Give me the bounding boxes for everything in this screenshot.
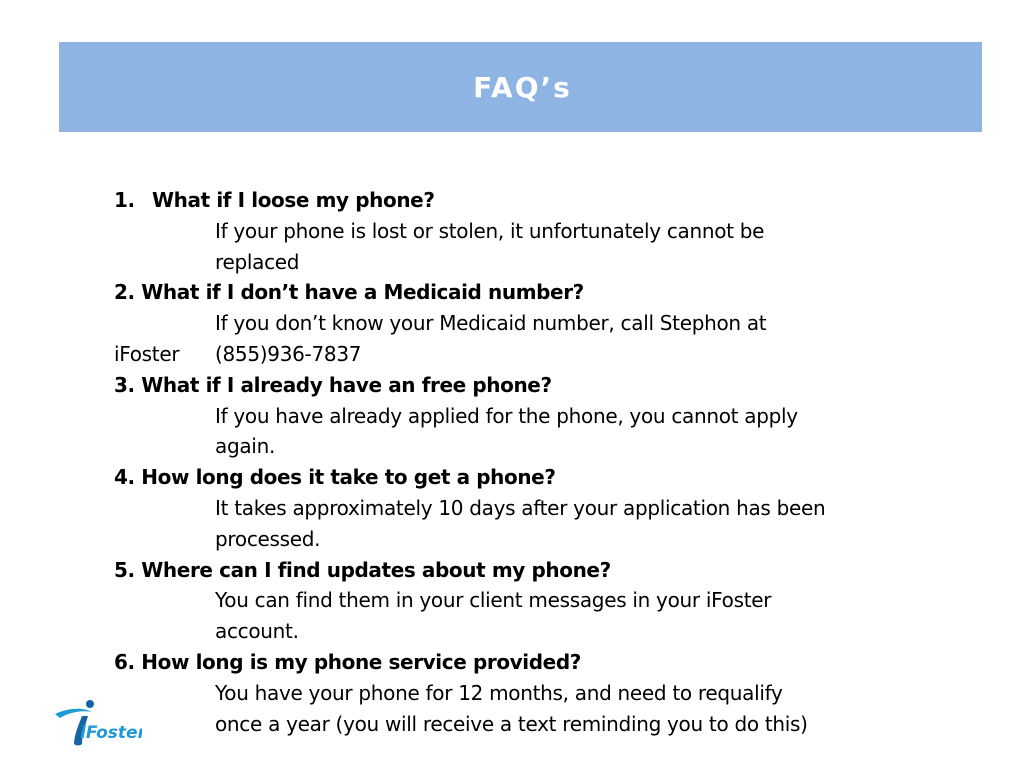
faq-answer-2-line-1: If you don’t know your Medicaid number, call Stephon at <box>215 311 767 336</box>
faq-answer-3-line-2: again. <box>215 434 275 459</box>
faq-answer-5-line-1: You can find them in your client messages in your iFoster <box>215 588 772 613</box>
page-title: FAQ’s <box>473 70 572 104</box>
faq-question-4: 4. How long does it take to get a phone? <box>114 465 556 490</box>
faq-answer-2-wrap-prefix: iFoster <box>114 341 180 366</box>
faq-answer-6-line-2: once a year (you will receive a text reminding you to do this) <box>215 711 808 736</box>
header-banner <box>59 42 982 132</box>
faq-question-3: 3. What if I already have an free phone? <box>114 372 552 397</box>
faq-answer-4-line-1: It takes approximately 10 days after your application has been <box>215 495 826 520</box>
faq-answer-5-line-2: account. <box>215 619 299 644</box>
faq-question-1 <box>114 185 894 216</box>
faq-answer-2-line-2 <box>114 339 894 370</box>
faq-question-6: 6. How long is my phone service provided? <box>114 649 581 674</box>
logo-text: iFoster <box>80 723 142 743</box>
faq-answer-4-line-2: processed. <box>215 526 321 551</box>
faq-answer-2-phone: (855)936-7837 <box>215 341 362 366</box>
faq-answer-1-line-1: If your phone is lost or stolen, it unfortunately cannot be <box>215 218 765 243</box>
faq-answer-1-line-2: replaced <box>215 249 300 274</box>
ifoster-logo-icon <box>52 698 142 750</box>
faq-question-2: 2. What if I don’t have a Medicaid number? <box>114 280 584 305</box>
faq-question-1-text: What if I loose my phone? <box>152 188 435 212</box>
faq-answer-6-line-1: You have your phone for 12 months, and need to requalify <box>215 680 783 705</box>
faq-answer-3-line-1: If you have already applied for the phone, you cannot apply <box>215 403 798 428</box>
faq-list <box>114 185 894 739</box>
faq-question-1-number: 1. <box>114 188 135 212</box>
ifoster-logo <box>52 698 142 750</box>
faq-question-5: 5. Where can I find updates about my phone? <box>114 557 611 582</box>
